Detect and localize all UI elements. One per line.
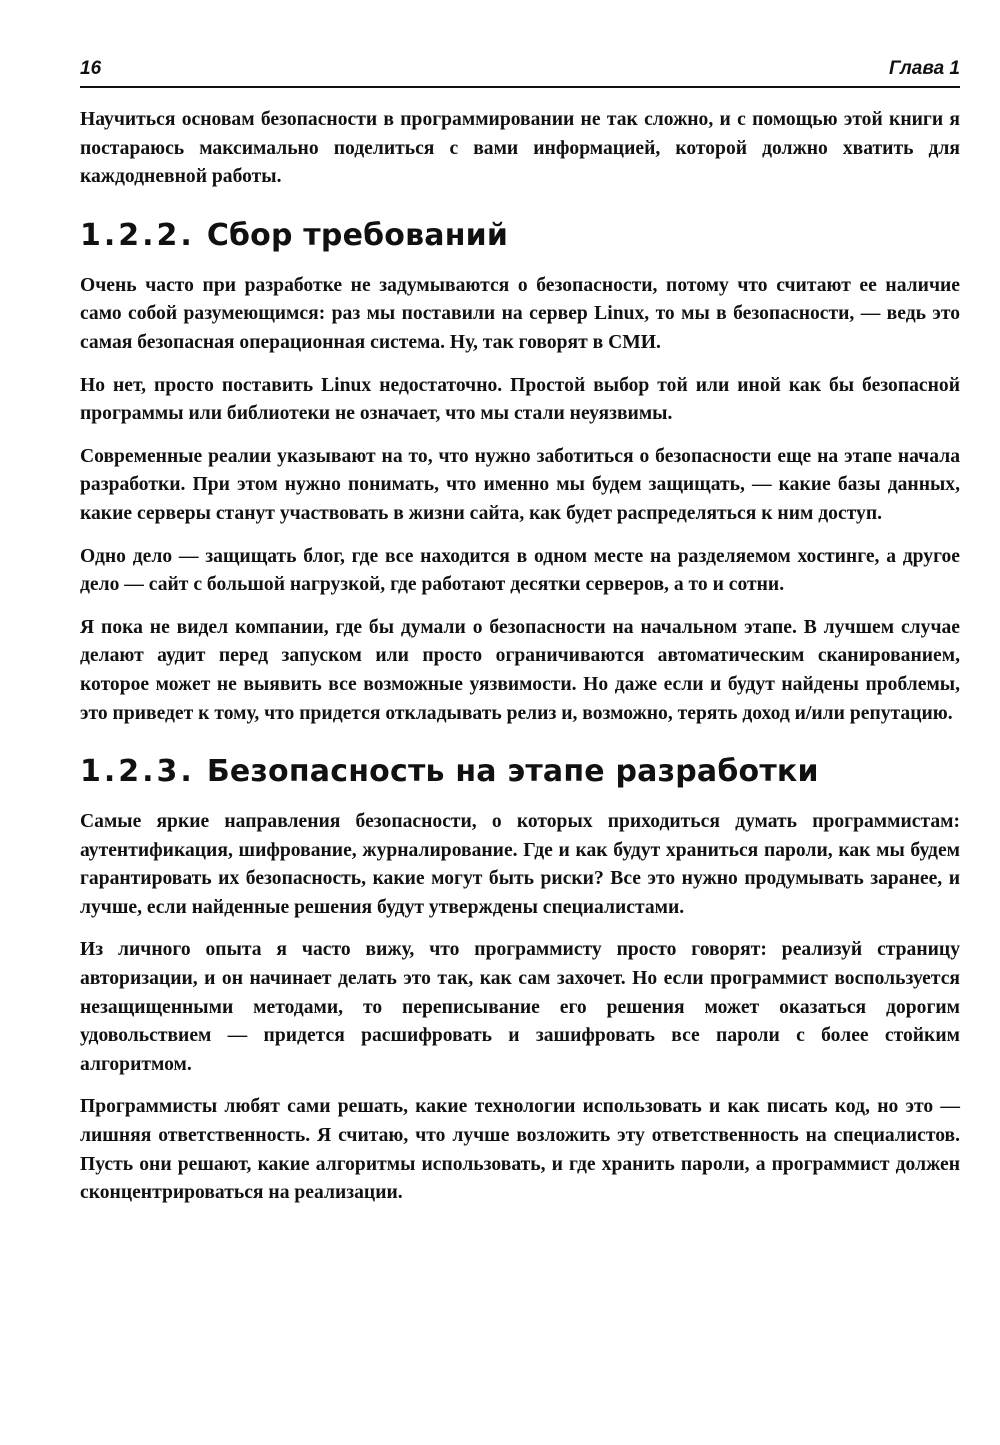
section-title: Сбор требований	[206, 217, 509, 253]
paragraph: Из личного опыта я часто вижу, что программисту просто говорят: реализуй страницу авторизации, и он начинает делать это так, как сам захочет. Но если программист воспользуется незащищенными методами, то переписывание его решения может оказаться дорогим удовольствием — придется расшифровать и зашифровать все пароли с более стойким алгоритмом.	[80, 939, 960, 1075]
paragraph: Очень часто при разработке не задумываются о безопасности, потому что считают ее наличие само собой разумеющимся: раз мы поставили на сервер Linux, то мы в безопасности, — ведь это самая безопасная операционная система. Ну, так говорят в СМИ.	[80, 274, 960, 353]
section-heading-1-2-2	[80, 216, 960, 256]
chapter-label: Глава 1	[889, 58, 960, 79]
paragraph: Современные реалии указывают на то, что нужно заботиться о безопасности еще на этапе начала разработки. При этом нужно понимать, что именно мы будем защищать, — какие базы данных, какие серверы станут участвовать в жизни сайта, как будет распределяться к ним доступ.	[80, 445, 960, 524]
intro-paragraph: Научиться основам безопасности в программировании не так сложно, и с помощью этой книги я постараюсь максимально поделиться с вами информацией, которой должно хватить для каждодневной работы.	[80, 109, 960, 188]
paragraph: Но нет, просто поставить Linux недостаточно. Простой выбор той или иной как бы безопасной программы или библиотеки не означает, что мы стали неуязвимы.	[80, 374, 960, 425]
section-number: 1.2.3.	[80, 754, 195, 790]
section-number: 1.2.2.	[80, 217, 195, 253]
page-number: 16	[80, 58, 102, 79]
paragraph: Я пока не видел компании, где бы думали о безопасности на начальном этапе. В лучшем случае делают аудит перед запуском или просто ограничиваются автоматическим сканированием, которое может не выявить все возможные уязвимости. Но даже если и будут найдены проблемы, это приведет к тому, что придется откладывать релиз и, возможно, терять доход и/или репутацию.	[80, 616, 960, 724]
paragraph: Одно дело — защищать блог, где все находится в одном месте на разделяемом хостинге, а другое дело — сайт с большой нагрузкой, где работают десятки серверов, а то и сотни.	[80, 545, 960, 596]
body-text	[80, 106, 960, 1222]
paragraph: Самые яркие направления безопасности, о которых приходиться думать программистам: аутентификация, шифрование, журналирование. Где и как будут храниться пароли, как мы будем гарантировать их безопасность, какие могут быть риски? Все это нужно продумывать заранее, и лучше, если найденные решения будут утверждены специалистами.	[80, 811, 960, 918]
paragraph: Программисты любят сами решать, какие технологии использовать и как писать код, но это — лишняя ответственность. Я считаю, что лучше возложить эту ответственность на специалистов. Пусть они решают, какие алгоритмы использовать, и где хранить пароли, а программист должен сконцентрироваться на реализации.	[80, 1096, 960, 1204]
running-header	[80, 56, 960, 84]
section-title: Безопасность на этапе разработки	[206, 754, 819, 790]
header-rule	[80, 86, 960, 88]
section-heading-1-2-3	[80, 752, 960, 792]
